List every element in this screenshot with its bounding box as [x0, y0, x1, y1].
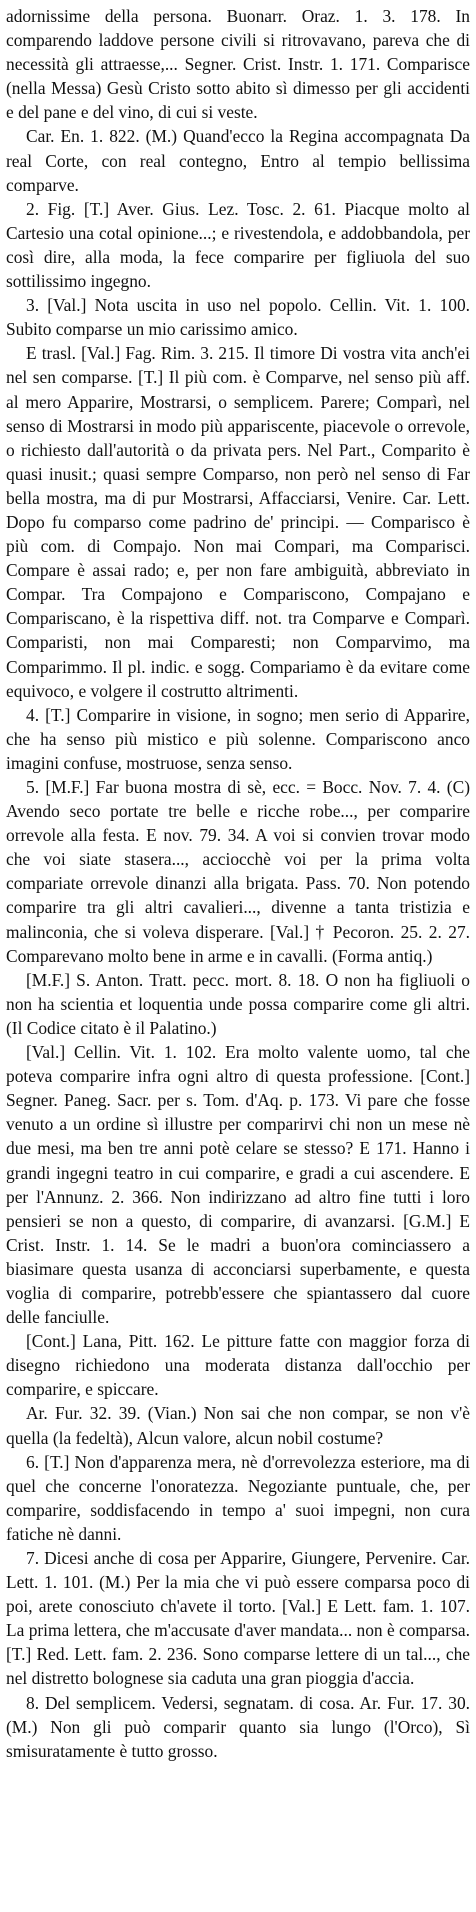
- paragraph-s-antonino: [M.F.] S. Anton. Tratt. pecc. mort. 8. 18. O non ha figliuoli o non ha scientia et loquentia unde possa comparire come gli altri. (Il Codice citato è il Palatino.): [6, 969, 470, 1038]
- paragraph-sense-4: 4. [T.] Comparire in visione, in sogno; men serio di Apparire, che ha senso più mistico e più solenne. Compariscono anco imagini confuse, mostruose, senza senso.: [6, 704, 470, 773]
- paragraph-sense-6: 6. [T.] Non d'apparenza mera, nè d'orrevolezza esteriore, ma di quel che concerne l'onoratezza. Negoziante puntuale, che, per comparire, soddisfacendo in tempo a' suoi impegni, non cura fatiche nè danni.: [6, 1451, 470, 1544]
- paragraph-sense-5: 5. [M.F.] Far buona mostra di sè, ecc. = Bocc. Nov. 7. 4. (C) Avendo seco portate tre belle e ricche robe..., per comparire orrevole alla festa. E nov. 79. 34. A voi si convien trovar modo che voi siate stasera..., acciocchè voi per la prima volta compariate orrevole dinanzi alla brigata. Pass. 70. Non potendo comparire tra gli altri cavalieri..., divenne a tanta tristizia e malinconia, che si voleva disperare. [Val.] † Pecoron. 25. 2. 27. Comparevano molto bene in arme e in cavalli. (Forma antiq.): [6, 777, 470, 966]
- paragraph-sense-2: 2. Fig. [T.] Aver. Gius. Lez. Tosc. 2. 61. Piacque molto al Cartesio una cotal opinione...; e rivestendola, e addobbandola, per così dire, alla moda, la fece comparire per figliuola del suo sottilissimo ingegno.: [6, 198, 470, 292]
- paragraph-lana: [Cont.] Lana, Pitt. 162. Le pitture fatte con maggior forza di disegno richiedono una moderata distanza dall'occhio per comparire, e spiccare.: [6, 1331, 470, 1400]
- paragraph-sense-7: 7. Dicesi anche di cosa per Apparire, Giungere, Pervenire. Car. Lett. 1. 101. (M.) Per la mia che vi può essere comparsa poco di poi, arete conosciuto ch'avete il torto. [Val.] E Lett. fam. 1. 107. La prima lettera, che m'accusate d'aver mandata... non è comparsa. [T.] Red. Lett. fam. 2. 236. Sono comparse lettere di un tal..., che nel distretto bolognese sia caduta una gran pioggia d'accia.: [6, 1548, 470, 1689]
- paragraph-caro-eneide: Car. En. 1. 822. (M.) Quand'ecco la Regina accompagnata Da real Corte, con real contegno, Entro al tempio bellissima comparve.: [6, 126, 470, 195]
- paragraph-sense-8: 8. Del semplicem. Vedersi, segnatam. di cosa. Ar. Fur. 17. 30. (M.) Non gli può comparir quanto sia lungo (l'Orco), Sì smisuratamente è tutto grosso.: [6, 1692, 470, 1761]
- paragraph-continuation: adornissime della persona. Buonarr. Oraz. 1. 3. 178. In comparendo laddove persone civili si ritrovavano, pareva che di necessità gli attraesse,... Segner. Crist. Instr. 1. 171. Comparisce (nella Messa) Gesù Cristo sotto abito sì dimesso per gli accidenti e del pane e del vino, di cui si veste.: [6, 6, 470, 123]
- paragraph-trasl-usage-notes: E trasl. [Val.] Fag. Rim. 3. 215. Il timore Di vostra vita anch'ei nel sen comparse. [T.] Il più com. è Comparve, nel senso più aff. al mero Apparire, Mostrarsi, o semplicem. Parere; Comparì, nel senso di Mostrarsi in modo più appariscente, piacevole o orrevole, o richiesto dall'autorità o da privata pers. Nel Part., Comparito è quasi inusit.; quasi sempre Comparso, non però nel senso di Far bella mostra, ma di pur Mostrarsi, Affacciarsi, Venire. Car. Lett. Dopo fu comparso come padrino de' principi. — Comparisco è più com. di Compajo. Non mai Compari, ma Comparisci. Compare è assai rado; e, per non fare ambiguità, abbreviato in Compar. Tra Compajono e Compariscono, Compajano e Compariscano, è la rispettiva diff. not. tra Comparve e Comparì. Comparisti, non mai Comparesti; non Comparvimo, ma Comparimmo. Il pl. indic. e sogg. Compariamo è da evitare come equivoco, e volgere il costrutto altrimenti.: [6, 343, 470, 701]
- paragraph-cellini-segneri: [Val.] Cellin. Vit. 1. 102. Era molto valente uomo, tal che poteva comparire infra ogni altro di questa professione. [Cont.] Segner. Paneg. Sacr. per s. Tom. d'Aq. p. 173. Vi pare che fosse venuto a un ordine sì illustre per comparirvi chi non un mese nè due mesi, ma ben tre anni potè celare se stesso? E 171. Hanno i grandi ingegni teatro in cui comparire, e gradi a cui ascendere. E per l'Annunz. 2. 366. Non indirizzano ad altro fine tutti i loro pensieri se non a questo, di comparire, di avanzarsi. [G.M.] E Crist. Instr. 1. 14. Se le madri a buon'ora cominciassero a biasimare questa usanza di acconciarsi superbamente, e questa voglia di comparire, potrebb'essere che spiantassero dal cuore delle fanciulle.: [6, 1042, 470, 1328]
- paragraph-sense-3: 3. [Val.] Nota uscita in uso nel popolo. Cellin. Vit. 1. 100. Subito comparse un mio carissimo amico.: [6, 295, 470, 340]
- paragraph-ariosto: Ar. Fur. 32. 39. (Vian.) Non sai che non compar, se non v'è quella (la fedeltà), Alcun valore, alcun nobil costume?: [6, 1403, 470, 1448]
